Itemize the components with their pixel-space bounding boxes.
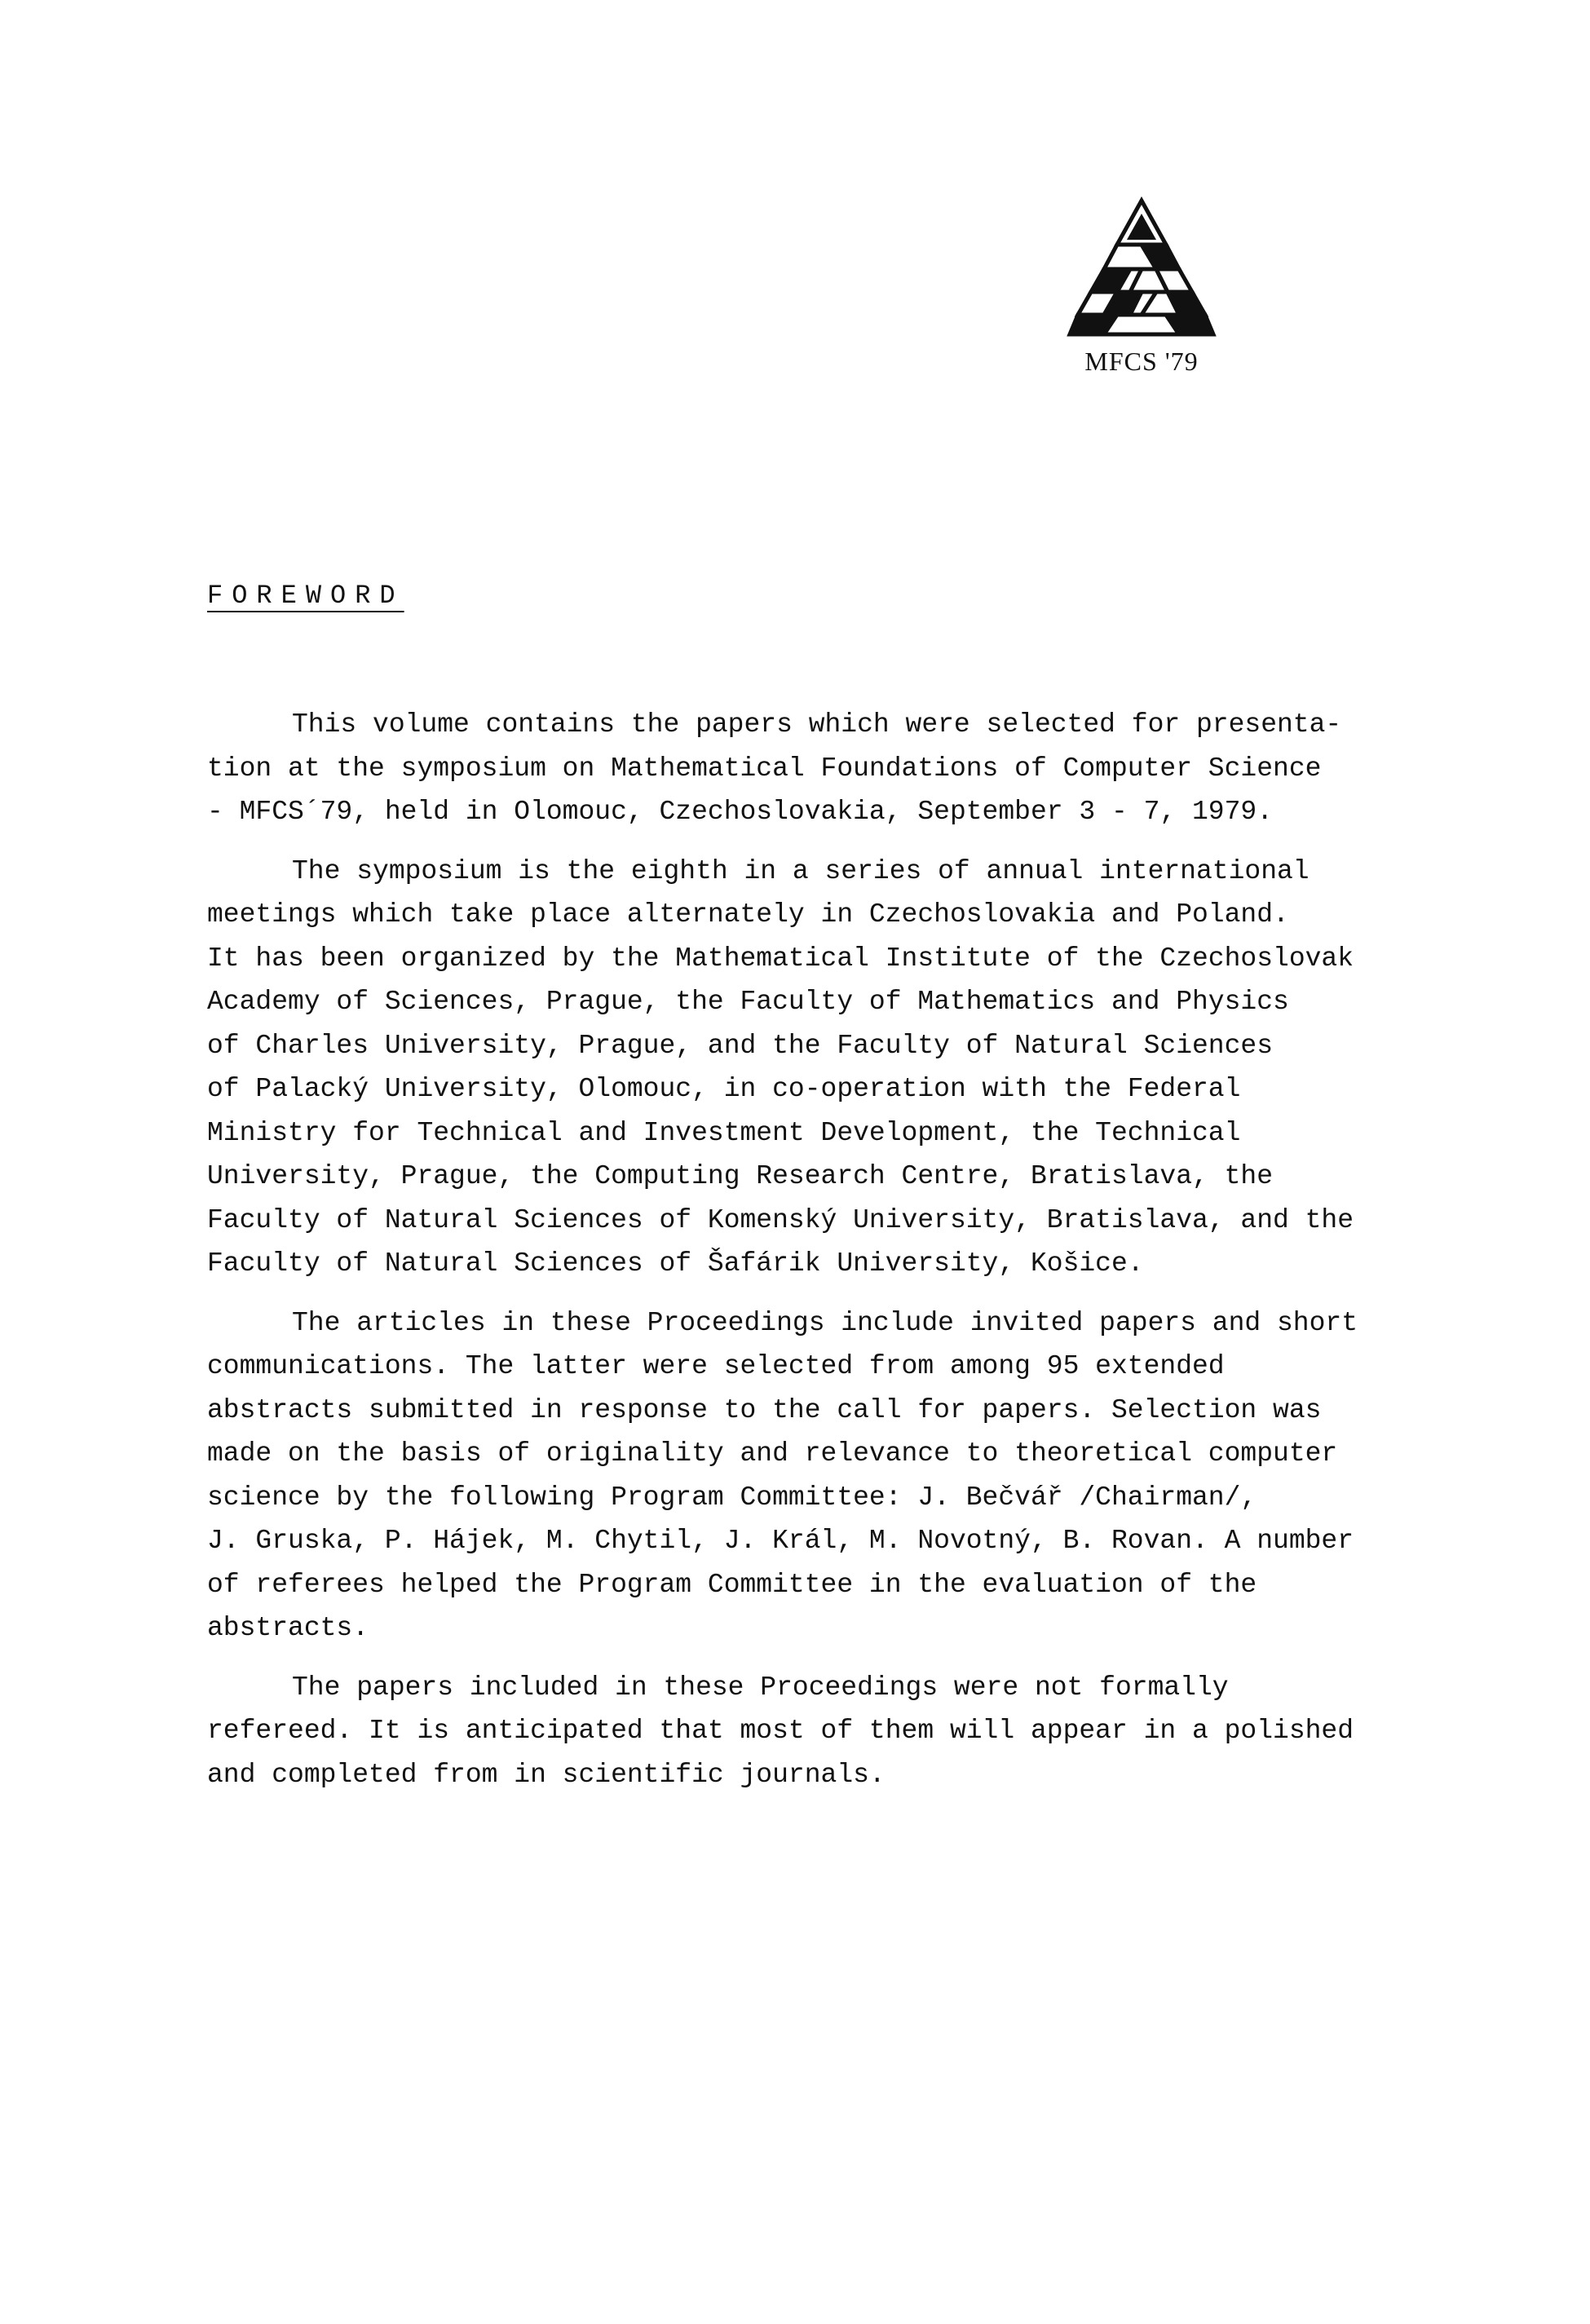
text-line: abstracts. [207,1613,369,1643]
mfcs-logo [1060,196,1223,383]
paragraph-3 [207,1301,1430,1650]
paragraph-2 [207,850,1430,1286]
text-line: University, Prague, the Computing Research Centre, Bratislava, the [207,1161,1274,1191]
text-line: This volume contains the papers which were selected for presenta- [292,709,1342,740]
text-line: refereed. It is anticipated that most of them will appear in a polished [207,1716,1354,1746]
text-line: of referees helped the Program Committee in the evaluation of the [207,1569,1257,1600]
paragraph-1 [207,703,1430,834]
text-line: Ministry for Technical and Investment Development, the Technical [207,1117,1241,1148]
text-line: tion at the symposium on Mathematical Foundations of Computer Science [207,753,1322,784]
foreword-heading: FOREWORD [207,581,404,611]
logo-caption: MFCS '79 [1084,347,1199,376]
text-line: Faculty of Natural Sciences of Komenský University, Bratislava, and the [207,1204,1354,1235]
mfcs-triangle-cubes-logo-icon [1067,196,1217,338]
foreword-body [207,703,1430,1812]
text-line: made on the basis of originality and relevance to theoretical computer [207,1438,1338,1469]
text-line: It has been organized by the Mathematical Institute of the Czechoslovak [207,943,1354,974]
text-line: The symposium is the eighth in a series of annual international [292,855,1310,886]
text-line: of Palacký University, Olomouc, in co-operation with the Federal [207,1074,1241,1104]
text-line: abstracts submitted in response to the call for papers. Selection was [207,1394,1322,1425]
text-line: and completed from in scientific journals. [207,1759,886,1790]
text-line: J. Gruska, P. Hájek, M. Chytil, J. Král, M. Novotný, B. Rovan. A number [207,1526,1354,1556]
text-line: - MFCS´79, held in Olomouc, Czechoslovakia, September 3 - 7, 1979. [207,797,1274,827]
paragraph-4 [207,1666,1430,1797]
text-line: Faculty of Natural Sciences of Šafárik University, Košice. [207,1248,1144,1279]
text-line: of Charles University, Prague, and the Faculty of Natural Sciences [207,1030,1274,1061]
text-line: Academy of Sciences, Prague, the Faculty of Mathematics and Physics [207,987,1289,1017]
text-line: The papers included in these Proceedings were not formally [292,1672,1229,1703]
text-line: science by the following Program Committee: J. Bečvář /Chairman/, [207,1482,1257,1513]
text-line: communications. The latter were selected from among 95 extended [207,1351,1225,1381]
text-line: meetings which take place alternately in Czechoslovakia and Poland. [207,899,1289,930]
text-line: The articles in these Proceedings include invited papers and short [292,1307,1358,1338]
